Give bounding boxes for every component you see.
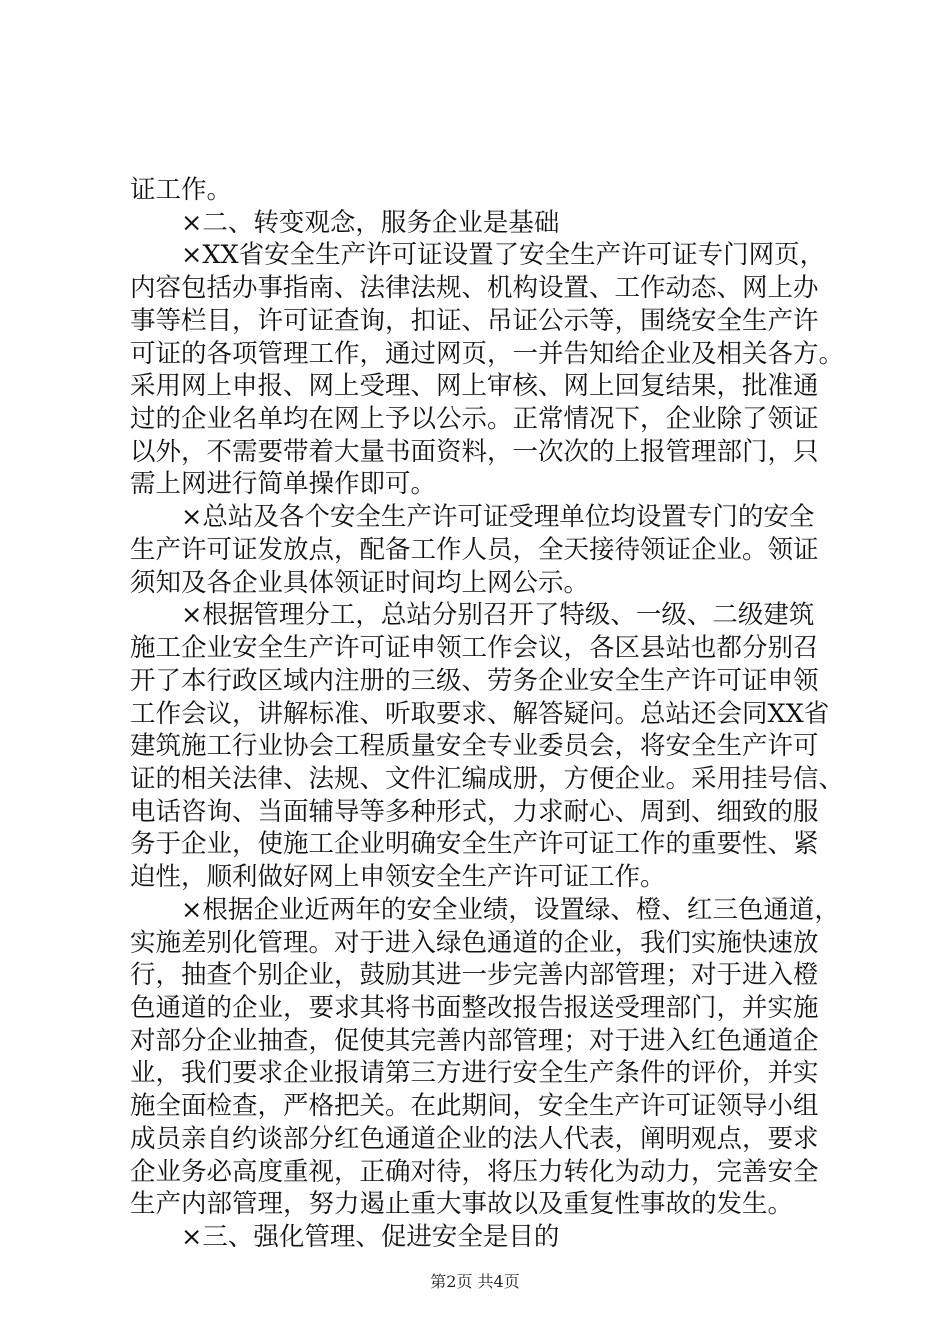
text-line: 建筑施工行业协会工程质量安全专业委员会，将安全生产许可 [130,731,819,762]
text-line: 务于企业，使施工企业明确安全生产许可证工作的重要性、紧 [130,829,819,860]
text-line: 对部分企业抽查，促使其完善内部管理；对于进入红色通道企 [130,1025,819,1056]
text-line: 过的企业名单均在网上予以公示。正常情况下，企业除了领证 [130,404,819,435]
text-line: 施全面检查，严格把关。在此期间，安全生产许可证领导小组 [130,1091,819,1122]
text-line: 须知及各企业具体领证时间均上网公示。 [130,567,590,598]
text-line: 生产许可证发放点，配备工作人员，全天接待领证企业。领证 [130,534,819,565]
text-line: ×根据企业近两年的安全业绩，设置绿、橙、红三色通道， [181,894,840,925]
text-line: 采用网上申报、网上受理、网上审核、网上回复结果，批准通 [130,371,819,402]
text-line: 可证的各项管理工作，通过网页，一并告知给企业及相关各方。 [130,338,845,369]
text-line: ×XX省安全生产许可证设置了安全生产许可证专门网页， [181,240,826,271]
text-line: 行，抽查个别企业，鼓励其进一步完善内部管理；对于进入橙 [130,960,819,991]
text-line: ×总站及各个安全生产许可证受理单位均设置专门的安全 [181,502,815,533]
text-line: 内容包括办事指南、法律法规、机构设置、工作动态、网上办 [130,273,819,304]
text-line: 施工企业安全生产许可证申领工作会议，各区县站也都分别召 [130,633,819,664]
page-footer: 第2页 共4页 [430,1272,520,1291]
text-line: 工作会议，讲解标准、听取要求、解答疑问。总站还会同XX省 [130,698,830,729]
text-line: 事等栏目，许可证查询，扣证、吊证公示等，围绕安全生产许 [130,305,819,336]
text-line: 成员亲自约谈部分红色通道企业的法人代表，阐明观点，要求 [130,1123,819,1154]
text-line: 需上网进行简单操作即可。 [130,469,437,500]
text-line: 实施差别化管理。对于进入绿色通道的企业，我们实施快速放 [130,927,819,958]
text-line: 迫性，顺利做好网上申领安全生产许可证工作。 [130,862,666,893]
text-line: 企业务必高度重视，正确对待，将压力转化为动力，完善安全 [130,1156,819,1187]
text-line: 以外，不需要带着大量书面资料，一次次的上报管理部门，只 [130,436,819,467]
text-line: 生产内部管理，努力遏止重大事故以及重复性事故的发生。 [130,1189,794,1220]
text-line: 色通道的企业，要求其将书面整改报告报送受理部门，并实施 [130,992,819,1023]
section-heading: ×二、转变观念，服务企业是基础 [181,207,560,238]
text-line: 业，我们要求企业报请第三方进行安全生产条件的评价，并实 [130,1058,819,1089]
text-line: 电话咨询、当面辅导等多种形式，力求耐心、周到、细致的服 [130,796,819,827]
section-heading: ×三、强化管理、促进安全是目的 [181,1222,560,1252]
text-line: 证工作。 [130,175,233,205]
text-line: ×根据管理分工，总站分别召开了特级、一级、二级建筑 [181,600,815,631]
text-line: 证的相关法律、法规、文件汇编成册，方便企业。采用挂号信、 [130,763,845,794]
text-line: 开了本行政区域内注册的三级、劳务企业安全生产许可证申领 [130,665,819,696]
